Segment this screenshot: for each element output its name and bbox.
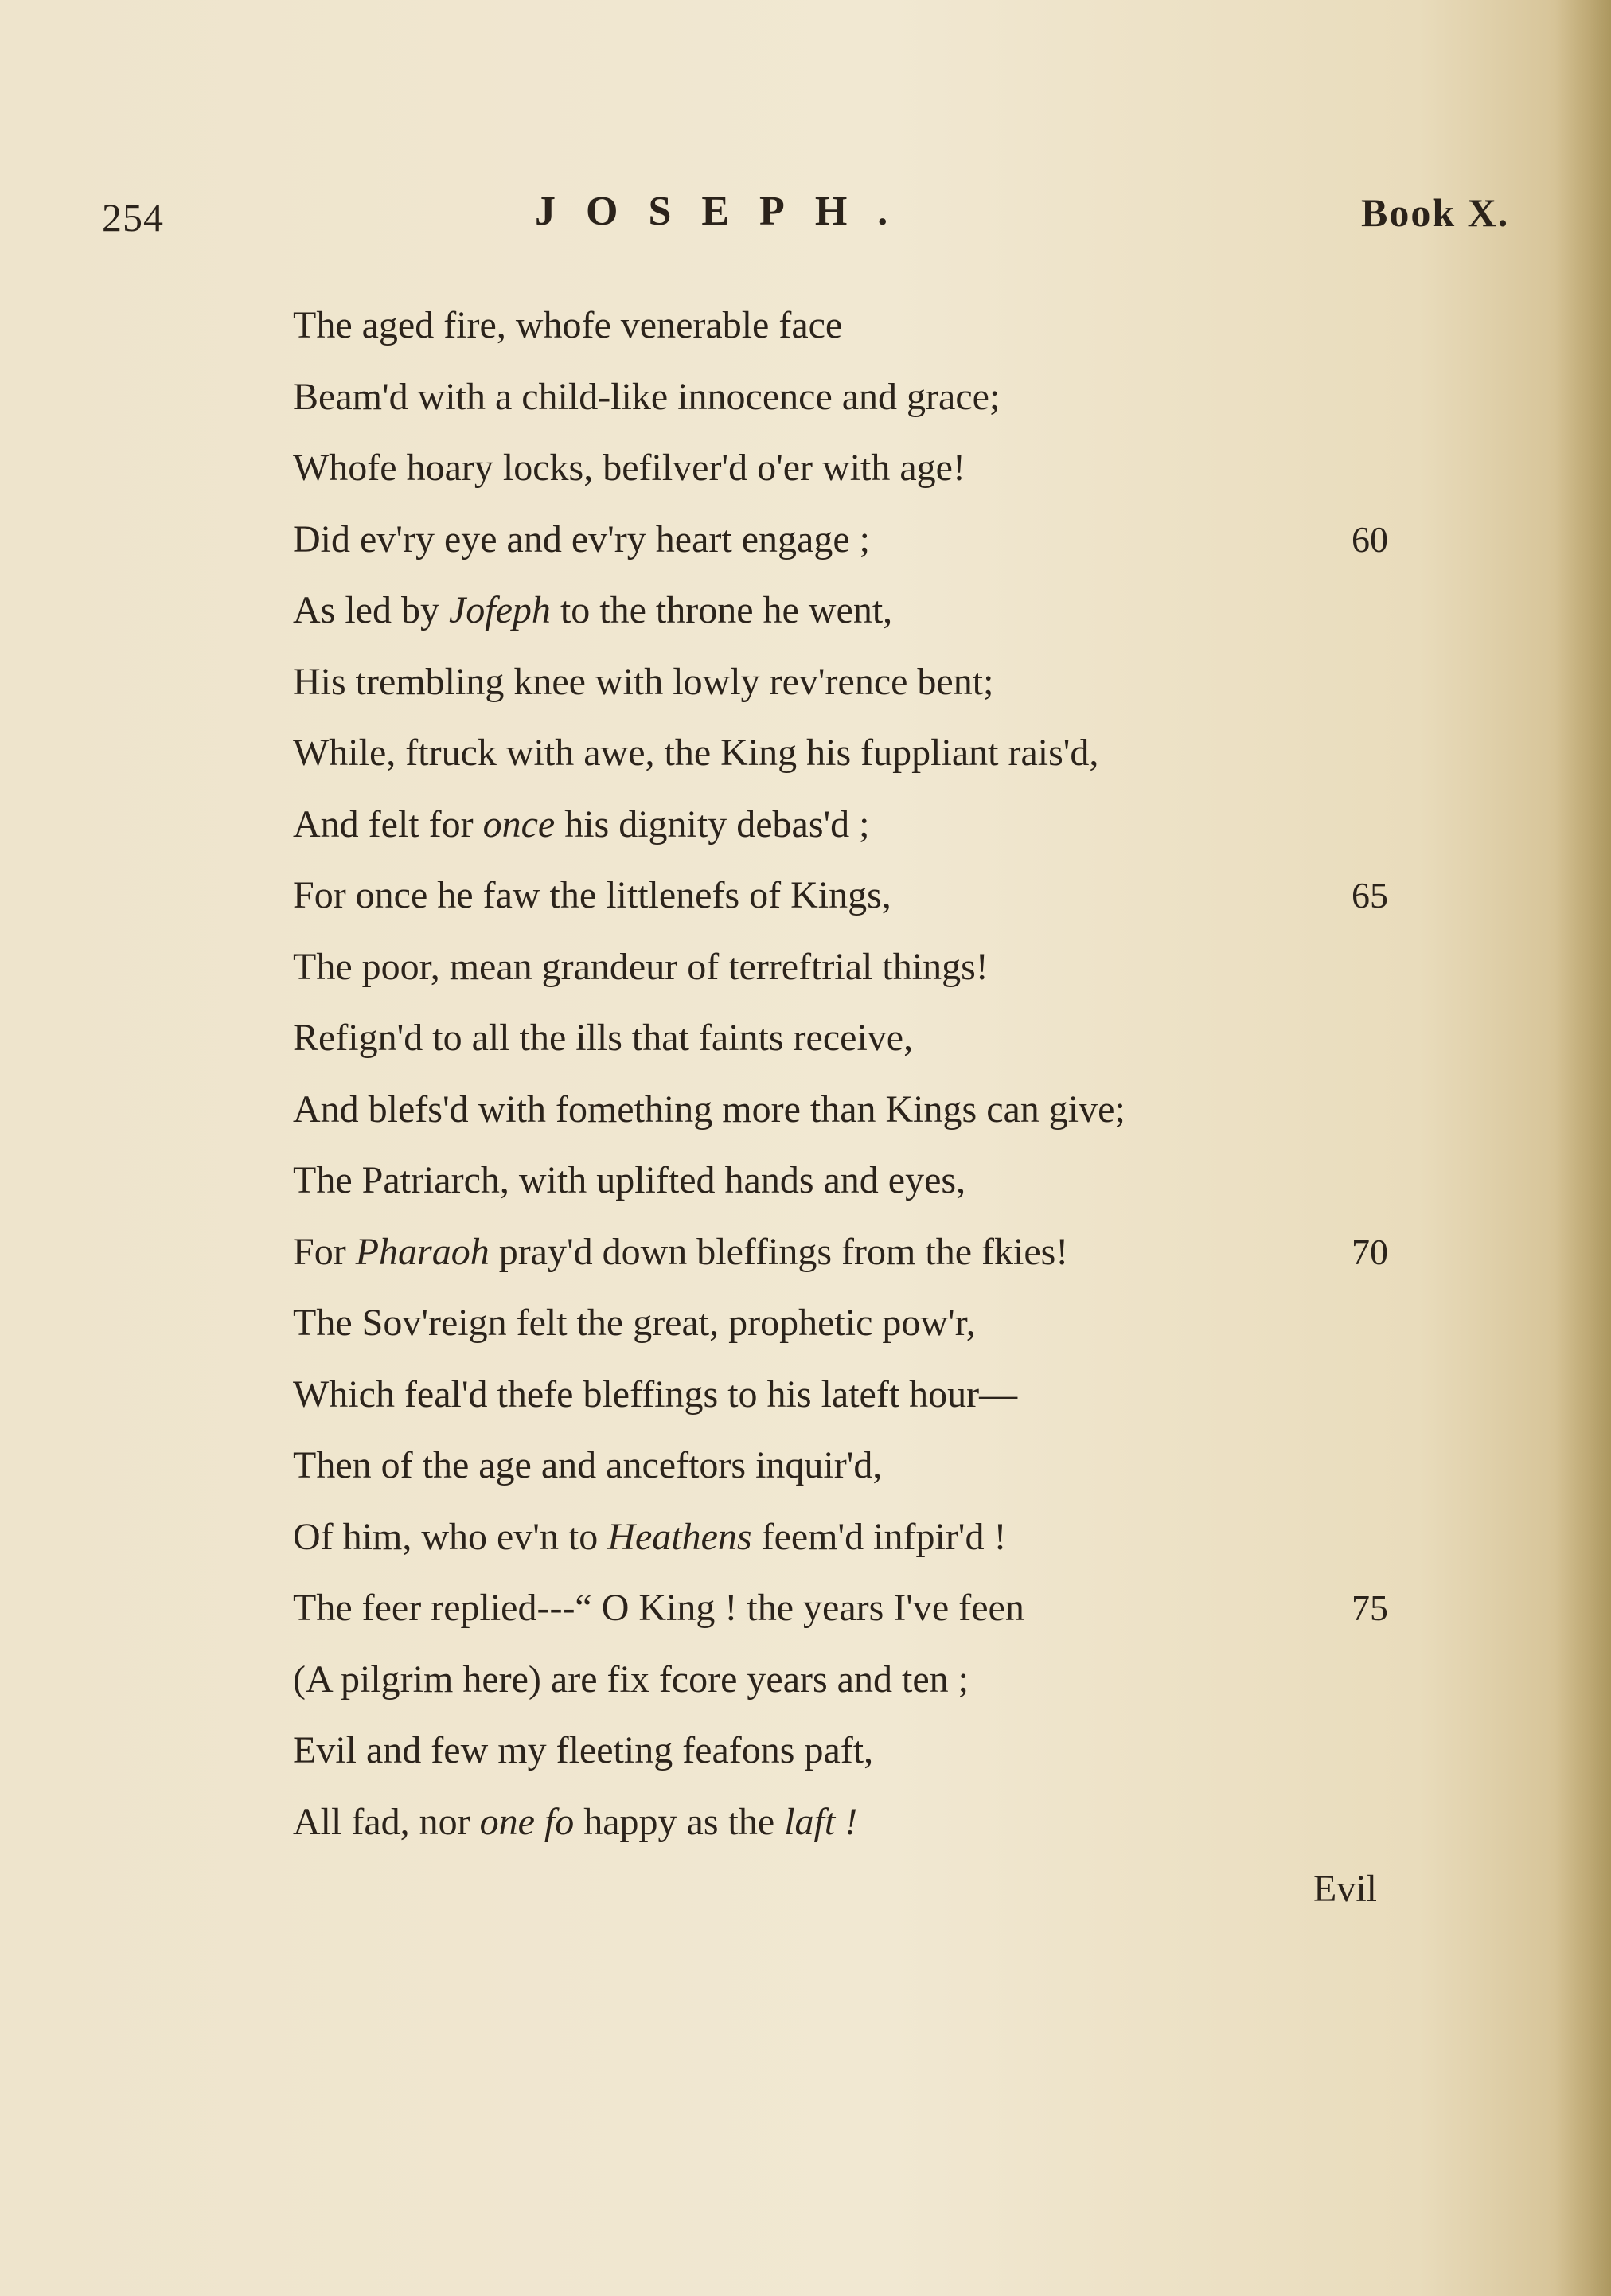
roman-text: As led by bbox=[293, 589, 449, 631]
verse-line-text bbox=[293, 931, 989, 1003]
roman-text: Beam'd with a child-like innocence and grace; bbox=[293, 375, 1001, 418]
line-number: 65 bbox=[1352, 875, 1388, 916]
verse-line-text bbox=[293, 789, 870, 861]
verse-line bbox=[293, 1786, 1423, 1858]
verse-line-text bbox=[293, 1572, 1024, 1644]
italic-text: once bbox=[482, 802, 556, 845]
roman-text: The aged fire, whofe venerable face bbox=[293, 304, 843, 346]
verse-line bbox=[293, 1501, 1423, 1573]
roman-text: pray'd down bleffings from the fkies! bbox=[489, 1230, 1069, 1273]
verse-line-text bbox=[293, 860, 891, 931]
roman-text: happy as the bbox=[574, 1800, 785, 1843]
roman-text: to the throne he went, bbox=[550, 589, 893, 631]
verse-line bbox=[293, 860, 1423, 931]
roman-text: Evil and few my fleeting feafons paft, bbox=[293, 1729, 874, 1771]
verse-line bbox=[293, 717, 1423, 789]
italic-text: Jofeph bbox=[448, 589, 551, 631]
verse-line bbox=[293, 789, 1423, 861]
book-label: Book X. bbox=[1361, 190, 1510, 235]
verse-line bbox=[293, 504, 1423, 576]
roman-text: Which feal'd thefe bleffings to his lateft hour— bbox=[293, 1373, 1018, 1415]
verse-line bbox=[293, 1430, 1423, 1501]
verse-line-text bbox=[293, 575, 892, 646]
verse-line-text bbox=[293, 1715, 873, 1786]
roman-text: For bbox=[293, 1230, 356, 1273]
verse-line bbox=[293, 1644, 1423, 1716]
verse-line-text bbox=[293, 1002, 913, 1074]
italic-text: Pharaoh bbox=[355, 1230, 490, 1273]
roman-text: For once he faw the littlenefs of Kings, bbox=[293, 874, 891, 916]
verse-line bbox=[293, 1287, 1423, 1359]
roman-text: The feer replied---“ O King ! the years I've feen bbox=[293, 1587, 1024, 1629]
verse-line bbox=[293, 646, 1423, 718]
italic-text: one fo bbox=[479, 1800, 575, 1843]
roman-text: The poor, mean grandeur of terreftrial things! bbox=[293, 945, 989, 988]
roman-text: While, ftruck with awe, the King his fuppliant rais'd, bbox=[293, 732, 1099, 774]
poem-text bbox=[293, 290, 1423, 1857]
roman-text: his dignity debas'd ; bbox=[555, 802, 870, 845]
verse-line-text bbox=[293, 646, 993, 718]
verse-line bbox=[293, 931, 1423, 1003]
verse-line bbox=[293, 290, 1423, 361]
page-edge-shading bbox=[1555, 0, 1611, 2296]
verse-line-text bbox=[293, 717, 1098, 789]
verse-line-text bbox=[293, 432, 965, 504]
verse-line-text bbox=[293, 1501, 1006, 1573]
italic-text: laft ! bbox=[784, 1800, 858, 1843]
verse-line bbox=[293, 1359, 1423, 1431]
verse-line bbox=[293, 1002, 1423, 1074]
verse-line-text bbox=[293, 1786, 857, 1858]
line-number: 75 bbox=[1352, 1587, 1388, 1628]
italic-text: Heathens bbox=[607, 1515, 752, 1558]
verse-line bbox=[293, 1145, 1423, 1216]
verse-line-text bbox=[293, 1430, 882, 1501]
verse-line bbox=[293, 1715, 1423, 1786]
verse-line-text bbox=[293, 1074, 1125, 1146]
verse-line bbox=[293, 432, 1423, 504]
verse-line-text bbox=[293, 1287, 976, 1359]
roman-text: (A pilgrim here) are fix fcore years and ten ; bbox=[293, 1658, 969, 1701]
roman-text: And felt for bbox=[293, 802, 483, 845]
roman-text: And blefs'd with fomething more than Kings can give; bbox=[293, 1087, 1125, 1130]
verse-line-text bbox=[293, 1216, 1068, 1288]
roman-text: The Sov'reign felt the great, prophetic pow'r, bbox=[293, 1302, 976, 1344]
line-number: 60 bbox=[1352, 518, 1388, 560]
roman-text: His trembling knee with lowly rev'rence bent; bbox=[293, 660, 994, 703]
verse-line bbox=[293, 1572, 1423, 1644]
verse-line bbox=[293, 1074, 1423, 1146]
verse-line bbox=[293, 575, 1423, 646]
verse-line-text bbox=[293, 1359, 1017, 1431]
roman-text: feem'd infpir'd ! bbox=[751, 1515, 1007, 1558]
verse-line-text bbox=[293, 290, 842, 361]
roman-text: Whofe hoary locks, befilver'd o'er with age! bbox=[293, 447, 965, 489]
catchword: Evil bbox=[1313, 1868, 1377, 1910]
running-title: JOSEPH. bbox=[535, 189, 919, 234]
verse-line-text bbox=[293, 504, 870, 576]
roman-text: All fad, nor bbox=[293, 1800, 480, 1843]
verse-line bbox=[293, 1216, 1423, 1288]
roman-text: Did ev'ry eye and ev'ry heart engage ; bbox=[293, 517, 870, 560]
verse-line-text bbox=[293, 1145, 965, 1216]
roman-text: Refign'd to all the ills that faints receive, bbox=[293, 1017, 914, 1059]
roman-text: Then of the age and anceftors inquir'd, bbox=[293, 1444, 883, 1486]
verse-line-text bbox=[293, 361, 1000, 433]
page-number: 254 bbox=[102, 195, 164, 240]
verse-line bbox=[293, 361, 1423, 433]
roman-text: Of him, who ev'n to bbox=[293, 1515, 608, 1558]
roman-text: The Patriarch, with uplifted hands and eyes, bbox=[293, 1159, 966, 1201]
verse-line-text bbox=[293, 1644, 969, 1716]
line-number: 70 bbox=[1352, 1231, 1388, 1272]
